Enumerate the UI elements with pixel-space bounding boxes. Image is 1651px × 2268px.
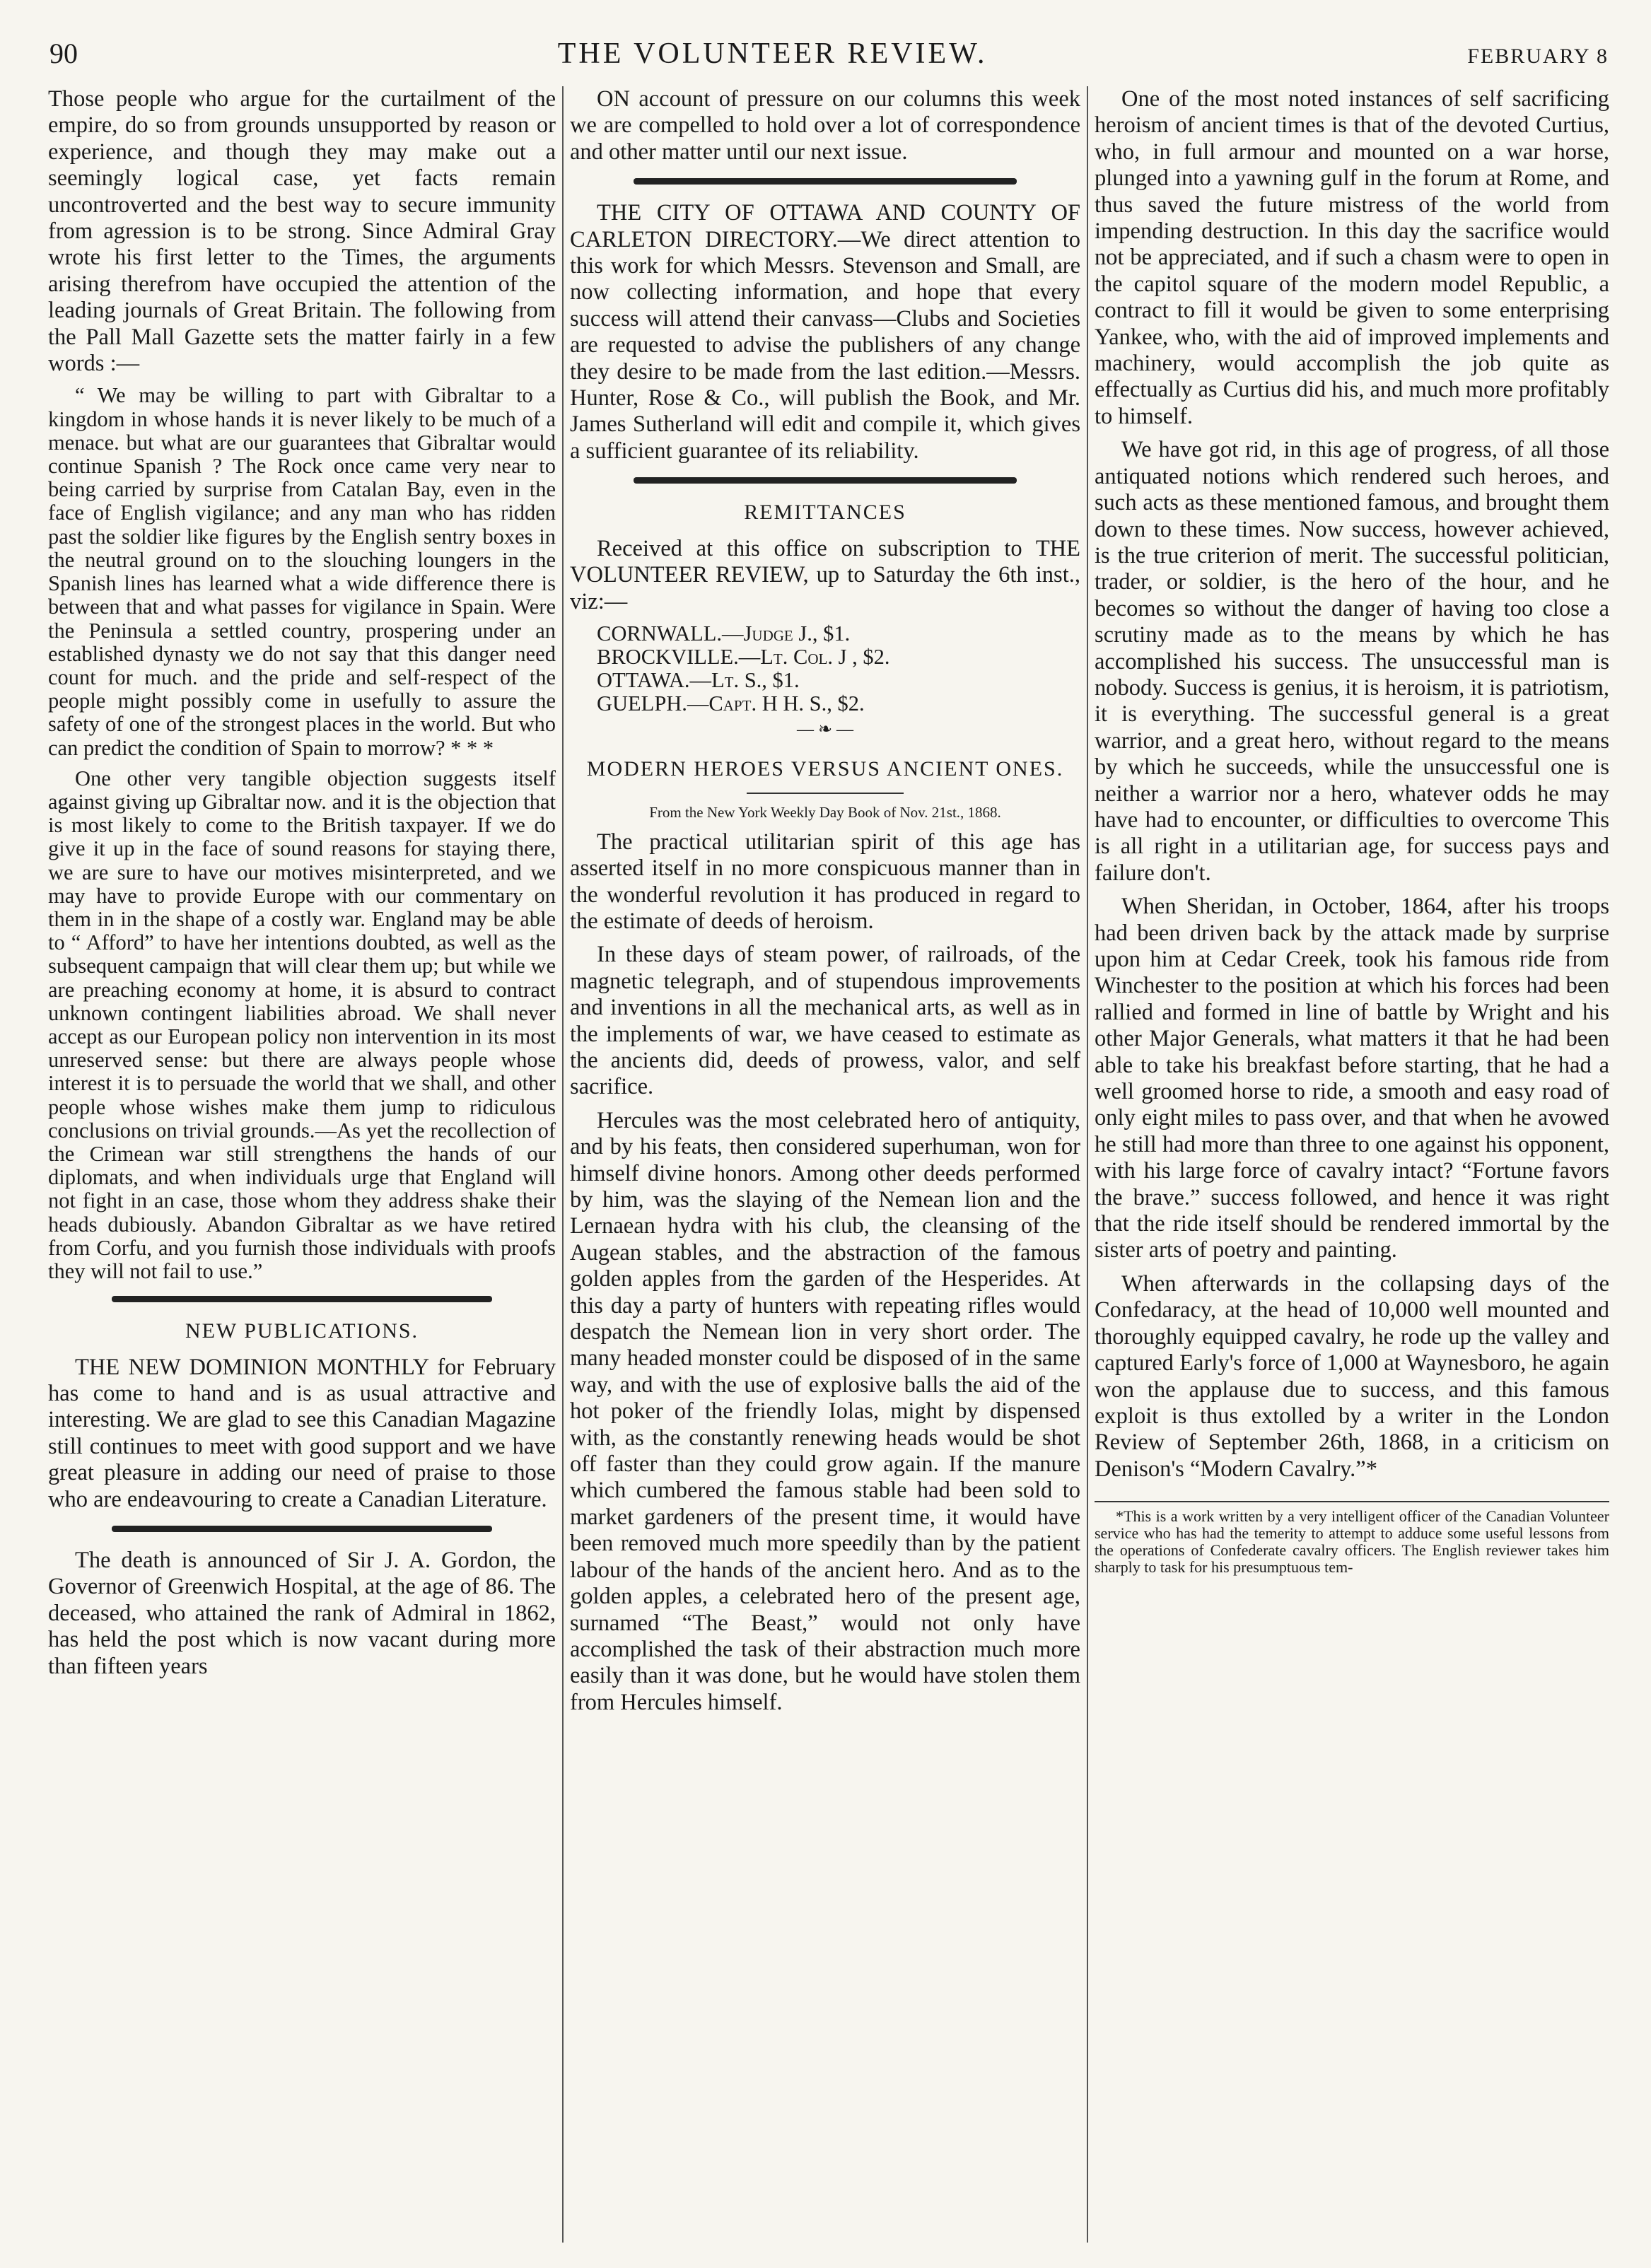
- remittance-item: OTTAWA.—Lt. S., $1.: [597, 667, 800, 692]
- remittances-heading: REMITTANCES: [744, 501, 906, 525]
- new-publications-heading: NEW PUBLICATIONS.: [185, 1319, 419, 1343]
- issue-date: FEBRUARY 8: [1467, 45, 1609, 68]
- new-dominion-monthly-paragraph: THE NEW DOMINION MONTHLY for February has come to hand and is as usual attractive and interesting. We are glad to see this Canadian Magazine still continues to meet with good support and we have great pleasure in adding our need of praise to those who are endeavouring to create a Canadian Literature.: [48, 1354, 556, 1512]
- short-rule: [747, 793, 904, 794]
- success-paragraph: We have got rid, in this age of progress, of all those antiquated notions which rendered such heroes, and such acts as these mentioned famous, and brought them down to these times. Now success, however achieved, is the true criterion of merit. The successful politician, trader, or soldier, is the hero of the hour, and he becomes so without the danger of having too close a scrutiny made as to the means by which he has accomplished his success. The unsuccessful man is nobody. Success is genius, it is heroism, it is patriotism, it is everything. The successful general is a great warrior, and a great hero, without regard to the means by which he succeeds, while the unsuccessful one is neither a warrior nor a hero, whatever odds he may have had to encounter, or difficulties to overcome This is all right in a utilitarian age, for success pays and failure don't.: [1095, 437, 1609, 886]
- footnote: *This is a work written by a very intelligent officer of the Canadian Volunteer service who has had the temerity to attempt to adduce some useful lessons from the operations of Confederate cavalry officers. The English reviewer takes him sharply to task for his presumptuous tem-: [1095, 1501, 1609, 1576]
- remittance-item: BROCKVILLE.—Lt. Col. J , $2.: [597, 644, 890, 669]
- heroes-paragraph-3: Hercules was the most celebrated hero of antiquity, and by his feats, then considered superhuman, won for himself divine honors. Among other deeds performed by him, was the slaying of the Nemean lion and the Lernaean hydra with his club, the cleansing of the Augean stables, and the abstraction of the famous golden apples from the garden of the Hesperides. At this day a party of hunters with repeating rifles would despatch the Nemean lion in very short order. The many headed monster could be disposed of in the same way, and with the use of explosive balls the aid of the hot poker of the friendly Iolas, might by dispensed with, as the constantly renewing heads would be shot off faster than they could grow again. If the manure which cumbered the famous stable had been sold to market gardeners of the present time, it would have been removed much more speedily than by the patient labour of the hands of the ancient hero. And as to the golden apples, a celebrated hero of the present age, surnamed “The Beast,” would not only have accomplished the task of their abstraction much more easily than it was done, but he would have stolen them from Hercules himself.: [570, 1107, 1080, 1715]
- masthead: [49, 37, 1609, 79]
- pall-mall-quote-2: One other very tangible objection suggests itself against giving up Gibraltar now. and it is the objection that is most likely to come to the British taxpayer. If we do give it up in the face of sound reasons for staying there, we are sure to have our motives misinterpreted, and we may have to provide Europe with our commentary on them in in the shape of a costly war. England may be able to “ Afford” to have her intentions doubted, as well as the subsequent campaign that will clear them up; but while we are preaching economy at home, it is absurd to contract unknown contingent liabilities abroad. We shall never accept as our European policy non intervention in its most unreserved sense: but there are always people whose interest it is to persuade the world that we shall, and other people whose wishes make them jump to ridiculous conclusions on trivial grounds.—As yet the recollection of the Crimean war still strengthens the hands of our diplomats, and when individuals urge that England will not fight in an case, those whom they address shake their heads dubiously. Abandon Gibraltar as we have retired from Corfu, and you furnish those individuals with proofs they will not fail to use.”: [48, 766, 556, 1283]
- gibraltar-intro-paragraph: Those people who argue for the curtailment of the empire, do so from grounds unsupported by reason or experience, and though they may make out a seemingly logical case, yet facts remain uncontroverted and the best way to secure immunity from agression is to be strong. Since Admiral Gray wrote his first letter to the Times, the arguments arising therefrom have occupied the attention of the leading journals of Great Britain. The following from the Pall Mall Gazette sets the matter fairly in a few words :—: [48, 86, 556, 377]
- heroes-paragraph-2: In these days of steam power, of railroads, of the magnetic telegraph, and of stupendous improvements and inventions in all the mechanical arts, as well as in the implements of war, we have ceased to estimate as the ancients did, deeds of prowess, valor, and self sacrifice.: [570, 942, 1080, 1100]
- section-rule: [634, 178, 1017, 185]
- curtius-paragraph: One of the most noted instances of self sacrificing heroism of ancient times is that of the devoted Curtius, who, in full armour and mounted on a war horse, plunged into a yawning gulf in the forum at Rome, and thus saved the future mistress of the world from impending destruction. In this day the sacrifice would not be appreciated, and if such a chasm were to open in the capitol square of the modern model Republic, a contract to fill it would be given to some enterprising Yankee, who, with the aid of improved implements and machinery, would accomplish the job quite as effectually as Curtius did his, and much more profitably to himself.: [1095, 86, 1609, 429]
- page-number: 90: [49, 37, 78, 69]
- section-rule: [112, 1526, 492, 1532]
- remittances-intro: Received at this office on subscription to THE VOLUNTEER REVIEW, up to Saturday the 6th inst., viz:—: [570, 535, 1080, 614]
- column-1: [48, 86, 556, 2235]
- column-rule-right: [1087, 86, 1088, 2243]
- correspondence-notice: ON account of pressure on our columns this week we are compelled to hold over a lot of correspondence and other matter until our next issue.: [570, 86, 1080, 165]
- column-rule-left: [562, 86, 564, 2243]
- heroes-paragraph-1: The practical utilitarian spirit of this age has asserted itself in no more conspicuous manner than in the wonderful revolution it has produced in regard to the estimate of deeds of heroism.: [570, 829, 1080, 934]
- section-rule: [634, 477, 1017, 484]
- directory-notice: THE CITY OF OTTAWA AND COUNTY OF CARLETON DIRECTORY.—We direct attention to this work for which Messrs. Stevenson and Small, are now collecting information, and hope that every success will attend their canvass—Clubs and Societies are requested to advise the publishers of any change they desire to be made from the last edition.—Messrs. Hunter, Rose & Co., will publish the Book, and Mr. James Sutherland will edit and compile it, which gives a sufficient guarantee of its reliability.: [570, 200, 1080, 464]
- modern-heroes-heading: MODERN HEROES VERSUS ANCIENT ONES.: [586, 757, 1064, 781]
- column-3: [1095, 86, 1609, 2235]
- remittance-item: CORNWALL.—Judge J., $1.: [597, 621, 851, 645]
- ornament-divider: — ❧ —: [796, 720, 854, 739]
- article-source-line: From the New York Weekly Day Book of Nov. 21st., 1868.: [649, 803, 1001, 821]
- death-notice-paragraph: The death is announced of Sir J. A. Gordon, the Governor of Greenwich Hospital, at the age of 86. The deceased, who attained the rank of Admiral in 1862, has held the post which is now vacant during more than fifteen years: [48, 1548, 556, 1679]
- confederacy-paragraph: When afterwards in the collapsing days of the Confedaracy, at the head of 10,000 well mounted and thoroughly equipped cavalry, he rode up the valley and captured Early's force of 1,000 at Waynesboro, he again won the applause due to success, and this famous exploit is thus extolled by a writer in the London Review of September 26th, 1868, in a criticism on Denison's “Modern Cavalry.”*: [1095, 1270, 1609, 1482]
- publication-title: THE VOLUNTEER REVIEW.: [557, 37, 988, 70]
- pall-mall-quote-1: “ We may be willing to part with Gibraltar to a kingdom in whose hands it is never likely to be much of a menace. but what are our guarantees that Gibraltar would continue Spanish ? The Rock once came very near to being carried by surprise from Catalan Bay, even in the face of English vigilance; and any man who has ridden past the soldier like figures by the English sentry boxes in the neutral ground on to the slouching loungers in the Spanish lines has learned what a wide difference there is between that and what passes for vigilance in Spain. Were the Peninsula a settled country, prospering under an established dynasty we do not say that this danger need count for much. and the pride and self-respect of the people might possibly come in usefully to assure the safety of one of the strongest places in the world. But who can predict the condition of Spain to morrow? * * *: [48, 383, 556, 760]
- section-rule: [112, 1296, 492, 1302]
- remittance-item: GUELPH.—Capt. H H. S., $2.: [597, 691, 865, 715]
- column-2: [570, 86, 1080, 2235]
- sheridan-paragraph: When Sheridan, in October, 1864, after his troops had been driven back by the attack made by surprise upon him at Cedar Creek, took his famous ride from Winchester to the position at which his forces had been rallied and formed in line of battle by Wright and his other Major Generals, what matters it that he had been able to take his breakfast before starting, that he had a well groomed horse to ride, a smooth and easy road of only eight miles to pass over, and that when he avowed he still had more than three to one against his opponent, with his large force of cavalry intact? “Fortune favors the brave.” success followed, and hence it was right that the ride itself should be rendered immortal by the sister arts of poetry and painting.: [1095, 894, 1609, 1263]
